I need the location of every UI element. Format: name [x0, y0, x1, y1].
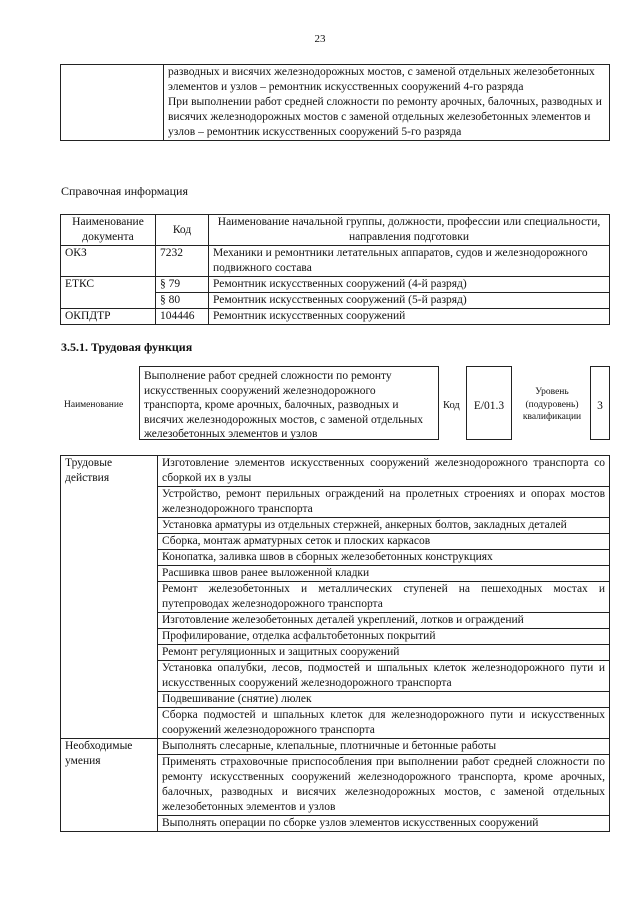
- column-header: Наименование начальной группы, должности, профессии или специальности, направления подготовки: [209, 215, 610, 246]
- empty-cell: [61, 65, 164, 141]
- continuation-table: [60, 64, 610, 141]
- code-cell: 104446: [156, 309, 209, 325]
- level-label: Уровень (подуровень) квалификации: [522, 387, 582, 422]
- labor-action-item: Изготовление железобетонных деталей укреплений, лотков и ограждений: [158, 613, 610, 629]
- name-cell: Ремонтник искусственных сооружений (4-й разряд): [209, 277, 610, 293]
- labor-action-item: Установка арматуры из отдельных стержней, анкерных болтов, закладных деталей: [158, 518, 610, 534]
- skill-item: Выполнять операции по сборке узлов элементов искусственных сооружений: [158, 816, 610, 832]
- reference-heading: Справочная информация: [61, 184, 188, 198]
- labor-action-item: Расшивка швов ранее выложенной кладки: [158, 566, 610, 582]
- labor-action-item: Подвешивание (снятие) люлек: [158, 692, 610, 708]
- code-cell: 7232: [156, 246, 209, 277]
- function-code-box: E/01.3: [466, 366, 512, 440]
- skill-item: Применять страховочные приспособления при выполнении работ средней сложности по ремонту искусственных сооружений железнодорожного транспорта, кроме арочных, балочных, разводных и висячих железнодорожных мостов, с заменой отдельных железобетонных элементов и узлов: [158, 755, 610, 816]
- table-row: [61, 456, 610, 487]
- code-cell: § 79: [156, 277, 209, 293]
- labor-action-item: Изготовление элементов искусственных сооружений железнодорожного транспорта со сборкой их в узлы: [158, 456, 610, 487]
- code-label: Код: [443, 400, 460, 411]
- paragraph: При выполнении работ средней сложности по ремонту арочных, балочных, разводных и висячих железнодорожных мостов с заменой отдельных железобетонных элементов и узлов – ремонтник искусственных сооружений 5-го разряда: [168, 96, 602, 138]
- table-header-row: [61, 215, 610, 246]
- labor-action-item: Устройство, ремонт перильных ограждений на пролетных строениях и опорах мостов железнодорожного транспорта: [158, 487, 610, 518]
- name-label: Наименование: [64, 400, 124, 410]
- table-row: [61, 309, 610, 325]
- labor-action-item: Ремонт железобетонных и металлических ступеней на пешеходных мостах и путепроводах железнодорожного транспорта: [158, 582, 610, 613]
- labor-action-item: Установка опалубки, лесов, подмостей и шпальных клеток железнодорожного пути и искусственных сооружений железнодорожного транспорта: [158, 661, 610, 692]
- doc-cell: ЕТКС: [61, 277, 156, 309]
- function-name-box: Выполнение работ средней сложности по ремонту искусственных сооружений железнодорожного транспорта, кроме арочных, балочных, разводных и висячих железнодорожных мостов, с заменой отдельных железобетонных элементов и узлов: [139, 366, 439, 440]
- code-cell: § 80: [156, 293, 209, 309]
- table-row: [61, 65, 610, 141]
- level-value-box: 3: [590, 366, 610, 440]
- labor-action-item: Сборка подмостей и шпальных клеток для железнодорожного пути и искусственных сооружений железнодорожного транспорта: [158, 708, 610, 739]
- labor-action-item: Профилирование, отделка асфальтобетонных покрытий: [158, 629, 610, 645]
- name-cell: Механики и ремонтники летательных аппаратов, судов и железнодорожного подвижного состава: [209, 246, 610, 277]
- labor-action-item: Конопатка, заливка швов в сборных железобетонных конструкциях: [158, 550, 610, 566]
- function-heading: 3.5.1. Трудовая функция: [61, 340, 193, 354]
- column-header: Код: [156, 215, 209, 246]
- doc-cell: ОКПДТР: [61, 309, 156, 325]
- name-cell: Ремонтник искусственных сооружений (5-й разряд): [209, 293, 610, 309]
- skill-item: Выполнять слесарные, клепальные, плотничные и бетонные работы: [158, 739, 610, 755]
- table-row: [61, 277, 610, 293]
- labor-action-item: Сборка, монтаж арматурных сеток и плоских каркасов: [158, 534, 610, 550]
- page-number: 23: [314, 33, 326, 45]
- labor-actions-label: Трудовые действия: [61, 456, 158, 739]
- skills-label: Необходимые умения: [61, 739, 158, 832]
- table-row: [61, 246, 610, 277]
- column-header: Наименование документа: [61, 215, 156, 246]
- conditions-cell: [164, 65, 610, 141]
- labor-action-item: Ремонт регуляционных и защитных сооружений: [158, 645, 610, 661]
- reference-table: [60, 214, 610, 325]
- name-cell: Ремонтник искусственных сооружений: [209, 309, 610, 325]
- doc-cell: ОКЗ: [61, 246, 156, 277]
- table-row: [61, 739, 610, 755]
- actions-table: [60, 455, 610, 832]
- paragraph: разводных и висячих железнодорожных мостов, с заменой отдельных железобетонных элементов и узлов – ремонтник искусственных сооружений 4-го разряда: [168, 66, 595, 93]
